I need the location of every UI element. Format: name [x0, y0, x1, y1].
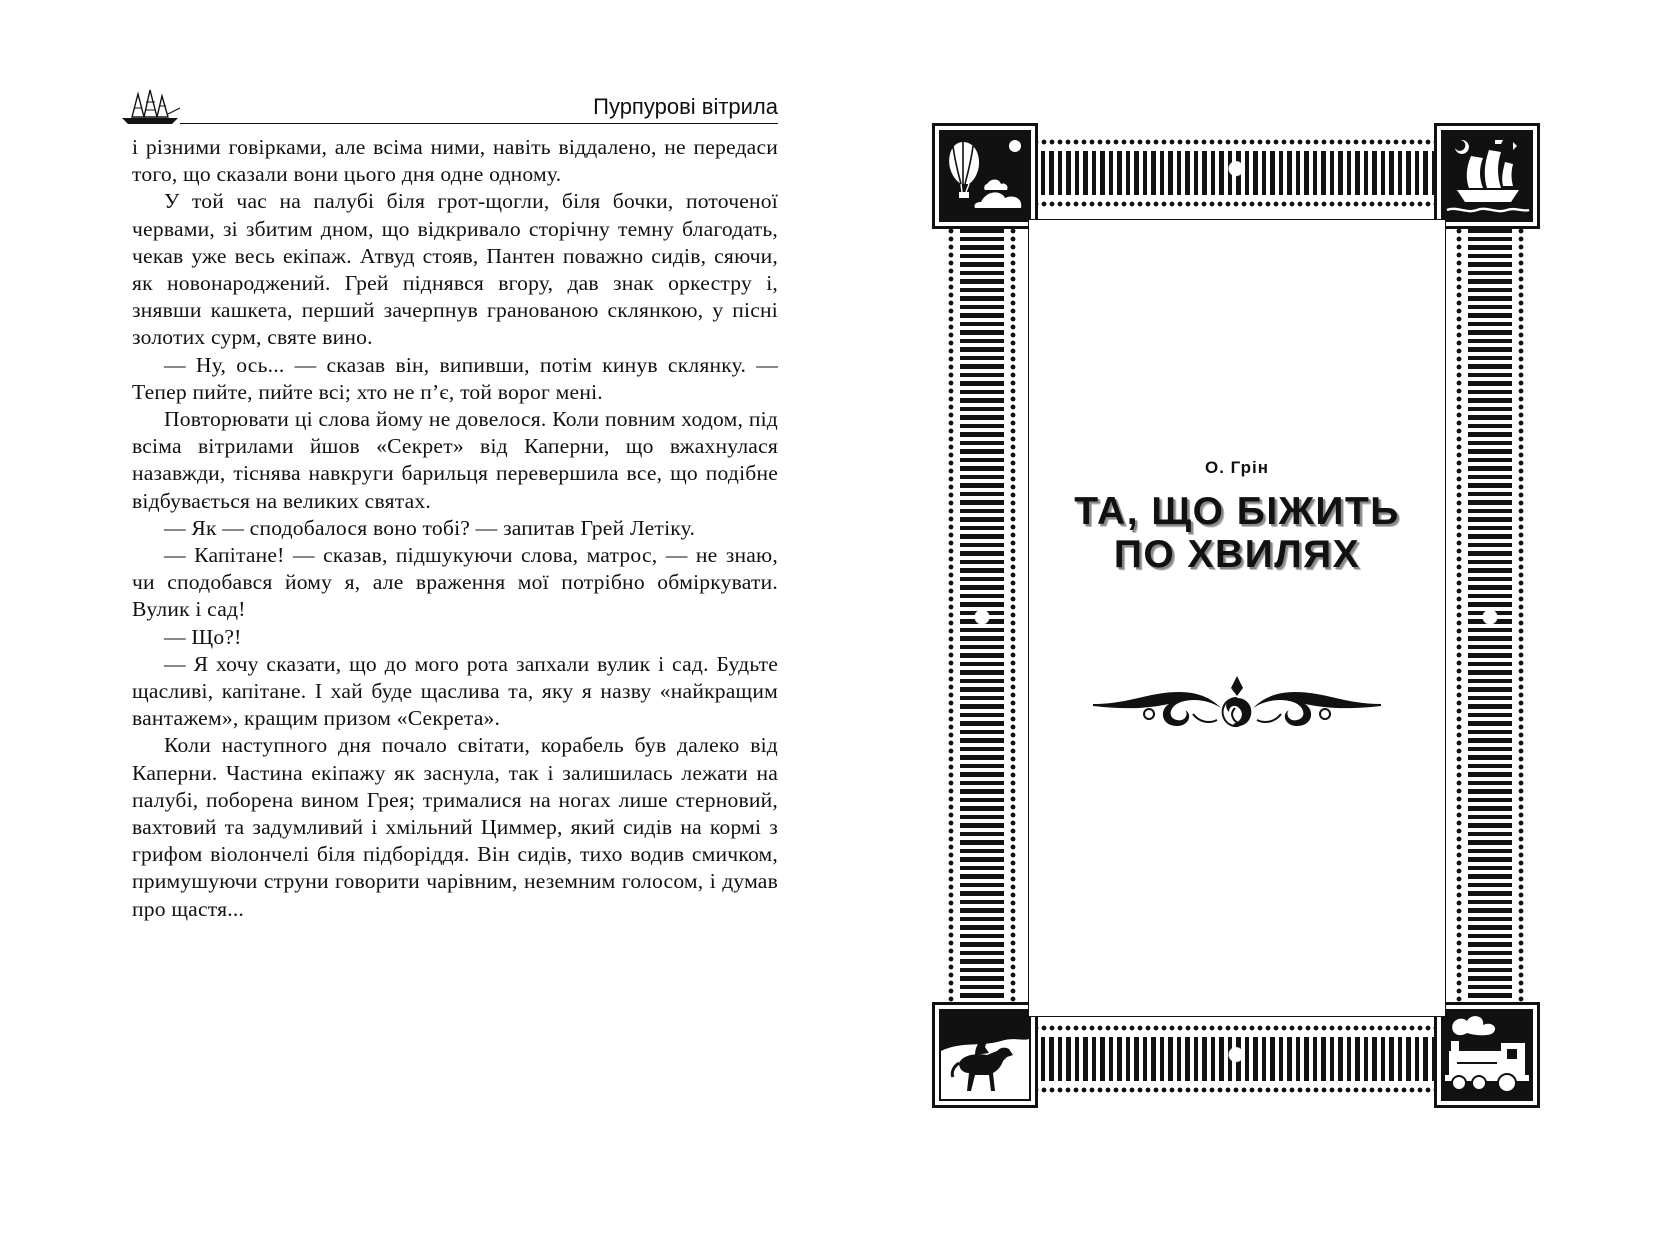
flourish-ornament-icon	[1089, 670, 1385, 740]
dot-row	[1032, 139, 1440, 145]
dot-column	[948, 219, 954, 1015]
steam-locomotive-icon	[1443, 1011, 1531, 1099]
paragraph: — Ну, ось... — сказав він, випивши, потім кинув склянку. — Тепер пийте, пийте всі; хто не п’є, той ворог мені.	[132, 352, 778, 404]
running-header	[118, 88, 778, 124]
running-header-title: Пурпурові вітрила	[593, 94, 778, 119]
book-title-line: ТА, ЩО БІЖИТЬ	[1074, 490, 1400, 533]
paragraph: У той час на палубі біля грот-щогли, біля бочки, поточеної червами, зі збитим дном, що відкривало сторічну темну благодать, чекав уже весь екіпаж. Атвуд стояв, Пантен поважно сидів, сяючи, як новонароджений. Грей піднявся вгору, дав знак оркестру і, знявши кашкета, перший зачерпнув гранованою склянкою, у пісні золотих сурм, святе вино.	[132, 189, 778, 350]
corner-vignette-top-left	[932, 123, 1038, 229]
ornamental-border-top	[1032, 137, 1440, 209]
paragraph: — Як — сподобалося воно тобі? — запитав Грей Летіку.	[164, 515, 696, 540]
header-rule	[180, 123, 778, 124]
paragraph: Коли наступного дня почало світати, корабель був далеко від Каперни. Частина екіпажу як заснула, так і залишилась лежати на палубі, поборена вином Грея; трималися на ногах лише стерновий, вахтовий та задумливий і хмільний Циммер, який сидів на кормі з грифом віолончелі біля підборіддя. Він сидів, тихо водив смичком, примушуючи струни говорити чарівним, неземним голосом, і думав про щастя...	[132, 733, 778, 921]
ornamental-border-bottom	[1032, 1023, 1440, 1095]
corner-vignette-bottom-left	[932, 1002, 1038, 1108]
sailing-ship-icon	[118, 88, 184, 126]
paragraph: Повторювати ці слова йому не довелося. Коли повним ходом, під всіма вітрилами йшов «Секрет» від Каперни, що вжахнулася назавжди, тіснява навкруги барильця перевершила все, що подібне відбувається на великих святах.	[132, 407, 778, 513]
paragraph: — Я хочу сказати, що до мого рота запхали вулик і сад. Будьте щасливі, капітане. І хай буде щаслива та, яку я назву «найкращим вантажем», кращим призом «Секрета».	[132, 651, 778, 731]
paragraph: — Капітане! — сказав, підшукуючи слова, матрос, — не знаю, чи сподобався йому я, але враження мої потрібно обміркувати. Вулик і сад!	[132, 543, 778, 622]
horse-rider-icon	[941, 1011, 1029, 1099]
body-text	[132, 134, 778, 923]
corner-vignette-bottom-right	[1434, 1002, 1540, 1108]
dot-column	[1010, 219, 1016, 1015]
book-title-line: ПО ХВИЛЯХ	[1113, 533, 1361, 576]
paragraph: — Що?!	[164, 624, 242, 649]
galleon-icon	[1443, 132, 1531, 220]
dot-column	[1456, 219, 1462, 1015]
ornamental-border-right	[1454, 219, 1526, 1015]
title-plate-frame	[932, 123, 1540, 1108]
paragraph: і різними говірками, але всіма ними, навіть віддалено, не передаси того, що сказали вони цього дня одне одному.	[132, 135, 778, 187]
dot-row	[1032, 1025, 1440, 1031]
corner-vignette-top-right	[1434, 123, 1540, 229]
title-panel	[1028, 219, 1446, 1017]
hot-air-balloon-icon	[941, 132, 1029, 220]
book-title	[989, 490, 1485, 576]
dot-row	[1032, 201, 1440, 207]
dot-column	[1518, 219, 1524, 1015]
dot-row	[1032, 1087, 1440, 1093]
author-name: О. Грін	[1204, 458, 1270, 477]
ornamental-border-left	[946, 219, 1018, 1015]
